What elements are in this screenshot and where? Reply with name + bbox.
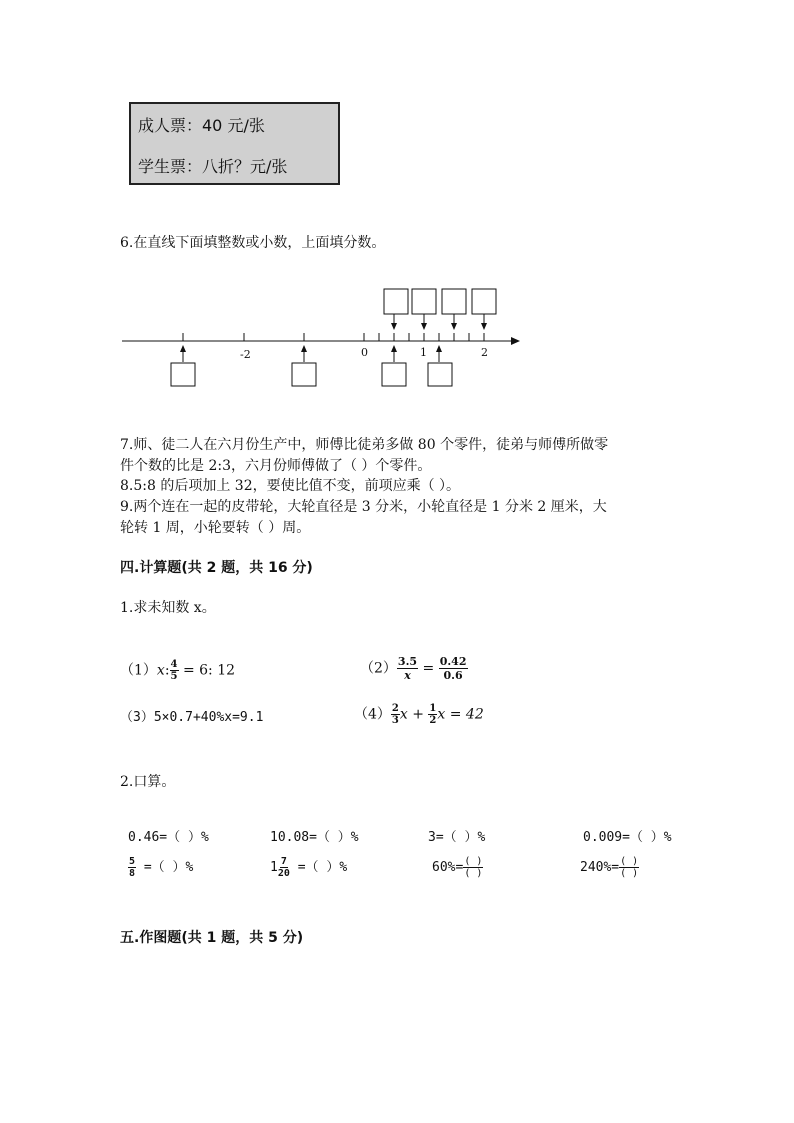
- answer-box-bottom[interactable]: [428, 363, 452, 386]
- ticket-price-box: [129, 102, 340, 185]
- down-arrow-icon: [481, 323, 487, 330]
- adult-ticket-text: 成人票：40 元/张: [138, 116, 265, 135]
- tick-label: -2: [240, 348, 251, 361]
- q7-line2: 件个数的比是 2:3，六月份师傅做了（ ）个零件。: [120, 458, 432, 474]
- mental-math-item: 0.009=（ ）%: [583, 830, 672, 845]
- calc-q1-prompt: 1.求未知数 x。: [120, 600, 216, 616]
- up-arrow-icon: [436, 345, 442, 352]
- fraction: $\frac{( )}{( )}$: [464, 856, 483, 879]
- answer-box-bottom[interactable]: [382, 363, 406, 386]
- q9-line1: 9.两个连在一起的皮带轮，大轮直径是 3 分米，小轮直径是 1 分米 2 厘米，大: [120, 499, 607, 515]
- fraction: $\frac{2}{3}$: [391, 703, 399, 726]
- fraction: $\frac{3.5}{x}$: [397, 655, 418, 682]
- mental-math-item: 60%= $\frac{( )}{( )}$: [432, 856, 483, 879]
- fraction: $\frac{0.42}{0.6}$: [439, 655, 467, 682]
- tick-label: 1: [420, 346, 427, 359]
- down-arrow-icon: [391, 323, 397, 330]
- equation-4: （4） $\frac{2}{3}$ x + $\frac{1}{2}$ x = 42: [354, 703, 484, 726]
- student-ticket-text: 学生票：八折？元/张: [138, 157, 288, 176]
- equation-3: （3）5×0.7+40%x=9.1: [120, 710, 264, 725]
- answer-box-top[interactable]: [442, 289, 466, 314]
- fraction: $\frac{5}{8}$: [129, 856, 136, 879]
- equation-1: （1）x: $\frac{4}{5}$ = 6: 12: [120, 659, 236, 682]
- equation-2: （2） $\frac{3.5}{x}$ = $\frac{0.42}{0.6}$: [360, 655, 467, 682]
- q9-line2: 轮转 1 周，小轮要转（ ）周。: [120, 520, 311, 536]
- q6-prompt: 6.在直线下面填整数或小数，上面填分数。: [120, 235, 386, 251]
- mental-math-item: 240%= $\frac{( )}{( )}$: [580, 856, 639, 879]
- up-arrow-icon: [180, 345, 186, 352]
- fraction: $\frac{4}{5}$: [170, 659, 178, 682]
- fraction: $\frac{7}{20}$: [277, 856, 290, 879]
- mental-math-item: 1 $\frac{7}{20}$ =（ ）%: [270, 856, 348, 879]
- q7-line1: 7.师、徒二人在六月份生产中，师傅比徒弟多做 80 个零件，徒弟与师傅所做零: [120, 437, 609, 453]
- axis-arrowhead: [511, 337, 520, 345]
- answer-box-top[interactable]: [412, 289, 436, 314]
- answer-box-top[interactable]: [472, 289, 496, 314]
- tick-label: 0: [361, 346, 368, 359]
- calc-q2-prompt: 2.口算。: [120, 774, 176, 790]
- answer-box-bottom[interactable]: [171, 363, 195, 386]
- mental-math-item: 0.46=（ ）%: [128, 830, 209, 845]
- tick-label: 2: [481, 346, 488, 359]
- down-arrow-icon: [421, 323, 427, 330]
- fraction: $\frac{( )}{( )}$: [620, 856, 639, 879]
- mental-math-item: 3=（ ）%: [428, 830, 486, 845]
- up-arrow-icon: [301, 345, 307, 352]
- section4-title: 四.计算题(共 2 题，共 16 分): [120, 560, 313, 576]
- mental-math-item: 10.08=（ ）%: [270, 830, 359, 845]
- down-arrow-icon: [451, 323, 457, 330]
- number-line-figure: [118, 284, 528, 394]
- answer-box-top[interactable]: [384, 289, 408, 314]
- up-arrow-icon: [391, 345, 397, 352]
- fraction: $\frac{1}{2}$: [429, 703, 437, 726]
- answer-box-bottom[interactable]: [292, 363, 316, 386]
- q8-text: 8.5:8 的后项加上 32，要使比值不变，前项应乘（ ）。: [120, 478, 461, 494]
- mental-math-item: $\frac{5}{8}$ =（ ）%: [129, 856, 194, 879]
- section5-title: 五.作图题(共 1 题，共 5 分): [120, 930, 304, 946]
